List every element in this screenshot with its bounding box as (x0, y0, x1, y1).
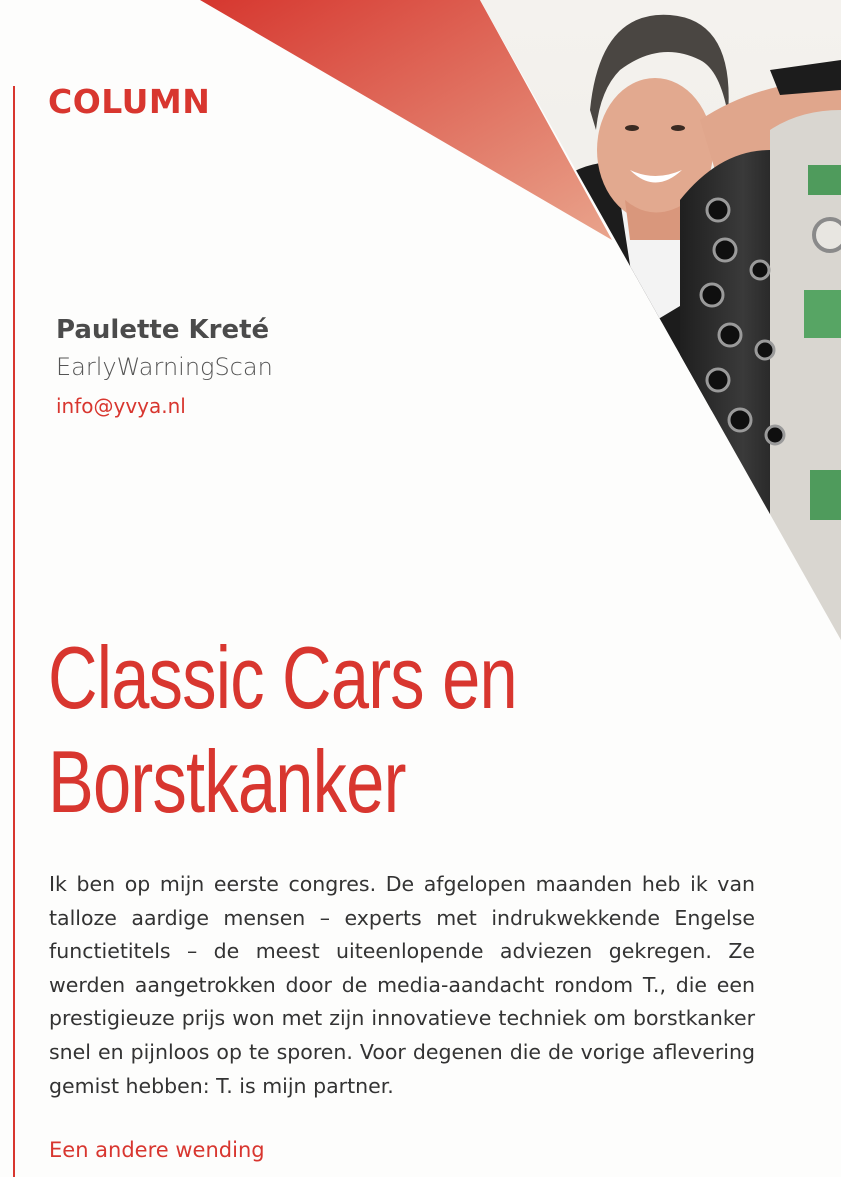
article-headline (48, 626, 641, 834)
body-paragraph: Ik ben op mijn eerste congres. De afgelopen maanden heb ik van talloze aardige mensen – experts met indrukwekkende Engelse functietitels – de meest uiteenlopende adviezen gekregen. Ze werden aangetrokken door de media-aandacht rondom T., die een prestigieuze prijs won met zijn innovatieve techniek om borstkanker snel en pijnloos op te sporen. Voor degenen die de vorige aflevering gemist hebben: T. is mijn partner. (49, 872, 755, 1098)
headline-line-1: Classic Cars en (48, 628, 517, 727)
headline-line-2: Borstkanker (48, 732, 406, 831)
subheading: Een andere wending (49, 1138, 265, 1162)
author-block (56, 312, 273, 426)
section-label: COLUMN (48, 82, 211, 121)
author-name: Paulette Kreté (56, 315, 270, 345)
margin-rule (13, 86, 15, 1177)
author-email-link[interactable]: info@yvya.nl (56, 394, 186, 418)
author-organization: EarlyWarningScan (56, 353, 273, 381)
